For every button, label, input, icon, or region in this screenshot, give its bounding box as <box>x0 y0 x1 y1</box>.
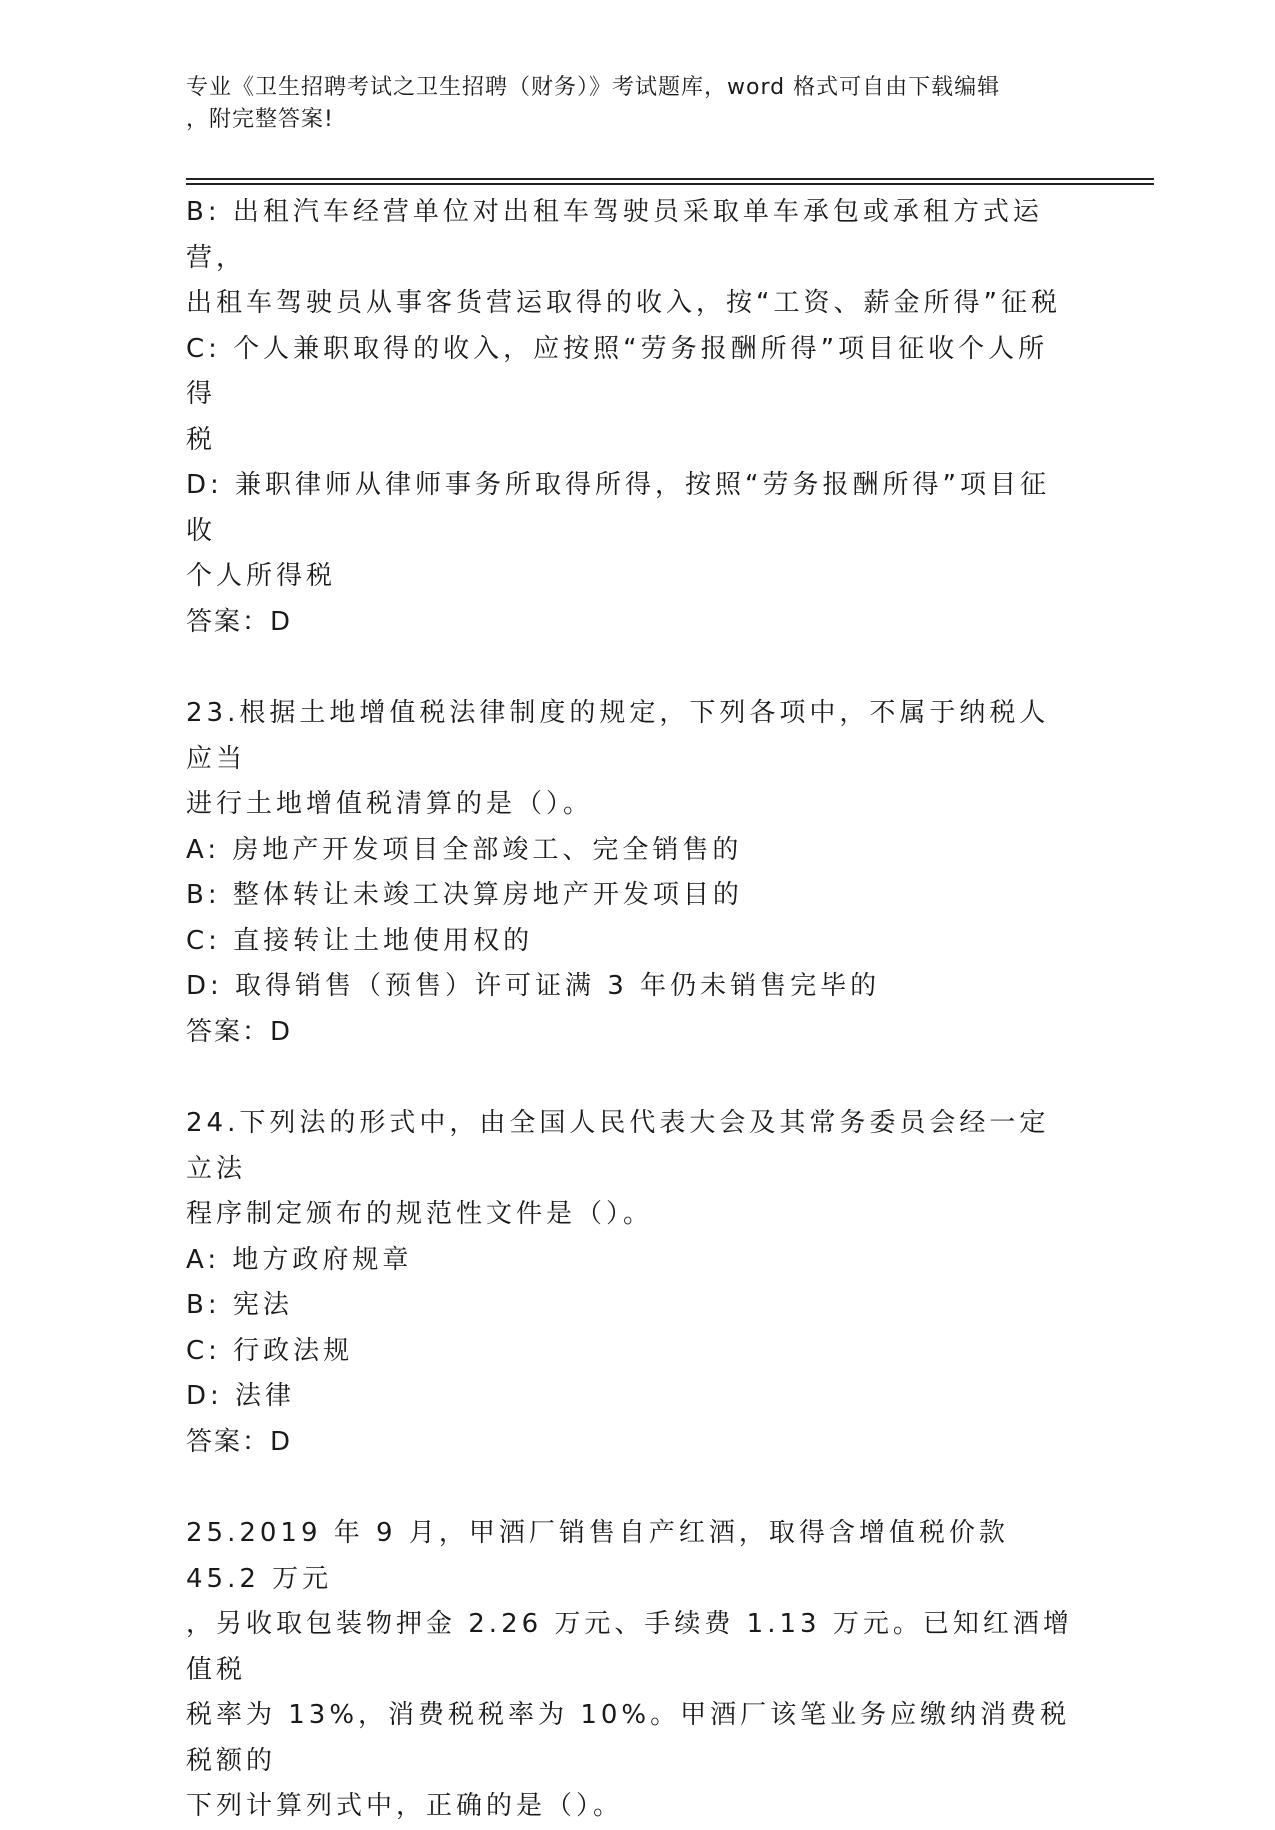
spacer <box>186 645 1076 691</box>
option-b-line: 出租车驾驶员从事客货营运取得的收入，按“工资、薪金所得”征税 <box>186 288 1061 318</box>
option-a: A: 地方政府规章 <box>186 1244 413 1275</box>
question-22-continued <box>186 190 1076 645</box>
option-c-line: C: 个人兼职取得的收入，应按照“劳务报酬所得”项目征收个人所得 <box>186 333 1049 409</box>
spacer <box>186 1055 1076 1101</box>
question-stem: 程序制定颁布的规范性文件是（）。 <box>186 1199 654 1229</box>
document-header <box>186 72 1066 136</box>
option-b: B: 宪法 <box>186 1290 293 1320</box>
option-a: A: 房地产开发项目全部竣工、完全销售的 <box>186 834 743 865</box>
question-stem: 24.下列法的形式中，由全国人民代表大会及其常务委员会经一定立法 <box>186 1108 1050 1184</box>
option-b: B: 整体转让未竣工决算房地产开发项目的 <box>186 880 743 910</box>
question-stem: 25.2019 年 9 月，甲酒厂销售自产红酒，取得含增值税价款 45.2 万元 <box>186 1518 1009 1594</box>
question-stem: 23.根据土地增值税法律制度的规定，下列各项中，不属于纳税人应当 <box>186 698 1050 774</box>
option-b-line: B: 出租汽车经营单位对出租车驾驶员采取单车承包或承租方式运营， <box>186 197 1043 273</box>
question-stem: 下列计算列式中，正确的是（）。 <box>186 1791 624 1821</box>
option-c: C: 行政法规 <box>186 1335 354 1366</box>
answer-line: 答案：D <box>186 1016 293 1047</box>
question-stem: ，另收取包装物押金 2.26 万元、手续费 1.13 万元。已知红酒增值税 <box>186 1609 1073 1685</box>
header-title-line: 专业《卫生招聘考试之卫生招聘（财务）》考试题库，word 格式可自由下载编辑 <box>186 75 1001 100</box>
header-title-line-continued: ，附完整答案! <box>186 107 334 132</box>
option-c-line: 税 <box>186 424 217 455</box>
spacer <box>186 1465 1076 1511</box>
option-c: C: 直接转让土地使用权的 <box>186 925 534 956</box>
answer-line: 答案：D <box>186 1426 293 1457</box>
option-d-line: D: 兼职律师从律师事务所取得所得，按照“劳务报酬所得”项目征收 <box>186 470 1050 546</box>
header-divider-bottom <box>186 183 1154 185</box>
question-25 <box>186 1511 1076 1830</box>
question-stem: 税率为 13%，消费税税率为 10%。甲酒厂该笔业务应缴纳消费税税额的 <box>186 1700 1071 1776</box>
option-d: D: 取得销售（预售）许可证满 3 年仍未销售完毕的 <box>186 971 881 1001</box>
document-body <box>186 190 1076 1830</box>
option-d-line: 个人所得税 <box>186 561 337 591</box>
option-d: D: 法律 <box>186 1381 296 1411</box>
question-23 <box>186 691 1076 1055</box>
question-stem: 进行土地增值税清算的是（）。 <box>186 789 594 819</box>
answer-line: 答案：D <box>186 606 293 637</box>
question-24 <box>186 1101 1076 1465</box>
header-divider-top <box>186 178 1154 180</box>
